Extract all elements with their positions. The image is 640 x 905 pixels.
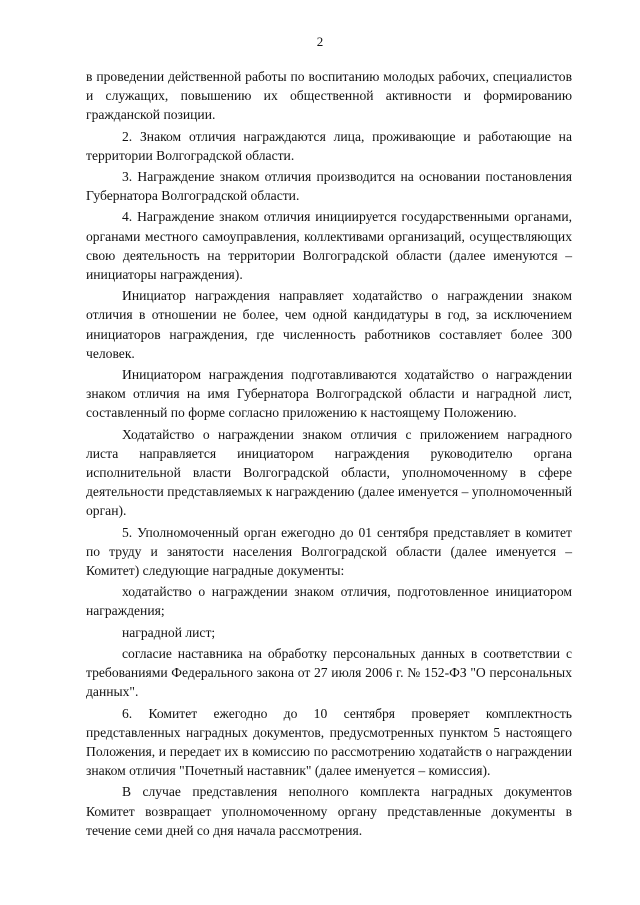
paragraph: Ходатайство о награждении знаком отличия с приложением наградного листа направляется инициатором награждения руководителю органа исполнительной власти Волгоградской области, уполномоченному в сфере деятельности представляемых к награждению (далее именуется – уполномоченный орган). — [86, 426, 572, 519]
document-body — [86, 67, 572, 842]
page-number: 2 — [316, 34, 324, 49]
paragraph: В случае представления неполного комплекта наградных документов Комитет возвращает уполномоченному органу представленные документы в течение семи дней со дня начала рассмотрения. — [86, 784, 572, 838]
paragraph: Инициатор награждения направляет ходатайство о награждении знаком отличия в отношении не более, чем одной кандидатуры в год, за исключением инициаторов награждения, где численность работников составляет более 300 человек. — [86, 288, 572, 361]
paragraph: 2. Знаком отличия награждаются лица, проживающие и работающие на территории Волгоградской области. — [86, 128, 572, 163]
paragraph: в проведении действенной работы по воспитанию молодых рабочих, специалистов и служащих, повышению их общественной активности и формированию гражданской позиции. — [86, 69, 572, 123]
paragraph: 6. Комитет ежегодно до 10 сентября проверяет комплектность представленных наградных документов, предусмотренных пунктом 5 настоящего Положения, и передает их в комиссию по рассмотрению ходатайств о награждении знаком отличия "Почетный наставник" (далее именуется – комиссия). — [86, 705, 572, 779]
paragraph: ходатайство о награждении знаком отличия, подготовленное инициатором награждения; — [86, 584, 572, 619]
paragraph: 5. Уполномоченный орган ежегодно до 01 сентября представляет в комитет по труду и занятости населения Волгоградской области (далее именуется – Комитет) следующие наградные документы: — [86, 524, 572, 579]
paragraph: согласие наставника на обработку персональных данных в соответствии с требованиями Федерального закона от 27 июля 2006 г. № 152-ФЗ "О персональных данных". — [86, 645, 572, 700]
paragraph: Инициатором награждения подготавливаются ходатайство о награждении знаком отличия на имя Губернатора Волгоградской области и наградной лист, составленный по форме согласно приложению к настоящему Положению. — [86, 367, 572, 421]
paragraph: 3. Награждение знаком отличия производится на основании постановления Губернатора Волгоградской области. — [86, 169, 572, 204]
paragraph: 4. Награждение знаком отличия инициируется государственными органами, органами местного самоуправления, коллективами организаций, осуществляющих свою деятельность на территории Волгоградской области (далее именуются – инициаторы награждения). — [86, 209, 572, 283]
paragraph: наградной лист; — [122, 624, 216, 640]
